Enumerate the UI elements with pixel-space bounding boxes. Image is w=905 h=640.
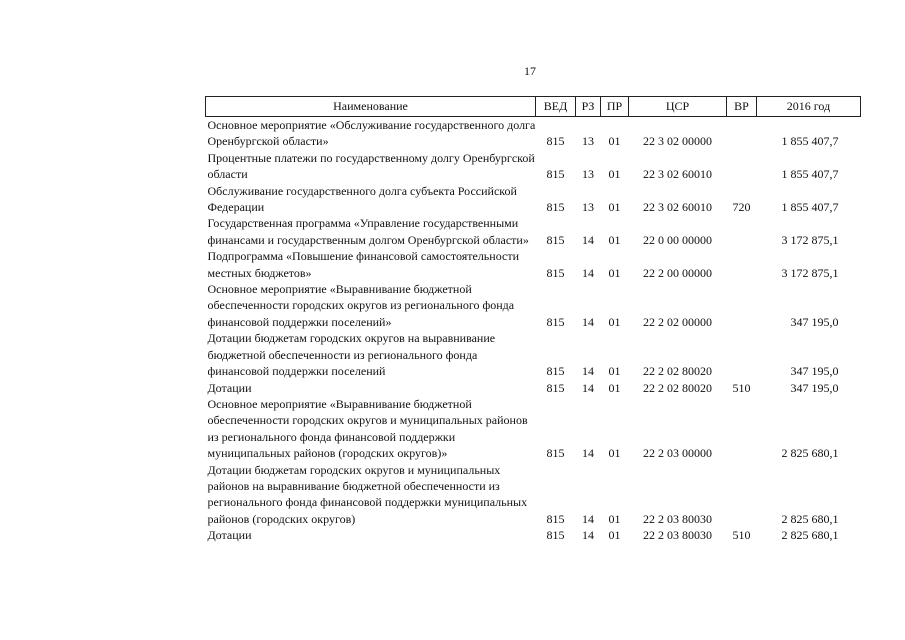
sum-cell: 1 855 407,7 bbox=[781, 134, 839, 149]
page-number: 17 bbox=[524, 64, 536, 78]
csr-cell: 22 2 02 80020 bbox=[643, 380, 712, 395]
pr-cell: 01 bbox=[608, 167, 621, 182]
name-cell: Дотации bbox=[207, 528, 252, 543]
table-header bbox=[206, 97, 861, 117]
rz-cell: 14 bbox=[582, 232, 594, 247]
name-cell: Процентные платежи по государственному долгу Оренбургской области bbox=[207, 150, 535, 182]
csr-cell: 22 2 03 80030 bbox=[643, 528, 712, 543]
rz-cell: 14 bbox=[582, 511, 594, 526]
vr-cell: 510 bbox=[732, 528, 751, 543]
sum-cell: 347 195,0 bbox=[790, 364, 839, 379]
ved-cell: 815 bbox=[546, 200, 565, 215]
table-row bbox=[206, 248, 861, 281]
ved-cell: 815 bbox=[546, 265, 565, 280]
sum-cell: 3 172 875,1 bbox=[781, 265, 839, 280]
name-cell: Дотации бюджетам городских округов и муниципальных районов на выравнивание бюджетной обеспеченности из регионального фонда финансовой поддержки муниципальных районов (городских округов) bbox=[207, 462, 528, 526]
name-cell: Обслуживание государственного долга субъекта Российской Федерации bbox=[207, 183, 517, 215]
header-year: 2016 год bbox=[757, 97, 861, 117]
table-row bbox=[206, 330, 861, 379]
header-pr: ПР bbox=[601, 97, 629, 117]
table-row bbox=[206, 396, 861, 462]
vr-cell bbox=[727, 215, 757, 248]
header-name: Наименование bbox=[206, 97, 536, 117]
sum-cell: 347 195,0 bbox=[790, 380, 839, 395]
rz-cell: 13 bbox=[582, 134, 594, 149]
sum-cell: 1 855 407,7 bbox=[781, 200, 839, 215]
table-body bbox=[206, 117, 861, 544]
csr-cell: 22 2 02 00000 bbox=[643, 314, 712, 329]
budget-table bbox=[205, 96, 861, 544]
table-row bbox=[206, 117, 861, 150]
pr-cell: 01 bbox=[608, 134, 621, 149]
pr-cell: 01 bbox=[608, 380, 621, 395]
vr-cell bbox=[727, 248, 757, 281]
name-cell: Государственная программа «Управление государственными финансами и государственным долгом Оренбургской области» bbox=[207, 216, 529, 247]
name-cell: Основное мероприятие «Обслуживание государственного долга Оренбургской области» bbox=[207, 118, 536, 149]
rz-cell: 14 bbox=[582, 446, 594, 461]
table-row bbox=[206, 183, 861, 216]
csr-cell: 22 2 00 00000 bbox=[643, 265, 712, 280]
sum-cell: 347 195,0 bbox=[790, 314, 839, 329]
vr-cell bbox=[727, 462, 757, 528]
table-row bbox=[206, 281, 861, 330]
pr-cell: 01 bbox=[608, 528, 621, 543]
rz-cell: 14 bbox=[582, 380, 594, 395]
header-csr: ЦСР bbox=[629, 97, 727, 117]
table-row bbox=[206, 462, 861, 528]
pr-cell: 01 bbox=[608, 265, 621, 280]
csr-cell: 22 0 00 00000 bbox=[643, 232, 712, 247]
sum-cell: 3 172 875,1 bbox=[781, 232, 839, 247]
header-vr: ВР bbox=[727, 97, 757, 117]
name-cell: Основное мероприятие «Выравнивание бюджетной обеспеченности городских округов из регионального фонда финансовой поддержки поселений» bbox=[207, 282, 515, 329]
name-cell: Дотации бюджетам городских округов на выравнивание бюджетной обеспеченности из регионального фонда финансовой поддержки поселений bbox=[207, 331, 496, 379]
rz-cell: 14 bbox=[582, 364, 594, 379]
sum-cell: 2 825 680,1 bbox=[781, 511, 839, 526]
vr-cell bbox=[727, 281, 757, 330]
table-row bbox=[206, 150, 861, 183]
pr-cell: 01 bbox=[608, 232, 621, 247]
csr-cell: 22 2 02 80020 bbox=[643, 364, 712, 379]
name-cell: Основное мероприятие «Выравнивание бюджетной обеспеченности городских округов и муниципальных районов из регионального фонда финансовой поддержки муниципальных районов (городских округов)» bbox=[207, 396, 528, 461]
pr-cell: 01 bbox=[608, 200, 621, 215]
csr-cell: 22 3 02 60010 bbox=[643, 200, 712, 215]
ved-cell: 815 bbox=[546, 364, 565, 379]
ved-cell: 815 bbox=[546, 380, 565, 395]
ved-cell: 815 bbox=[546, 314, 565, 329]
header-rz: РЗ bbox=[576, 97, 601, 117]
table-row bbox=[206, 527, 861, 543]
vr-cell: 720 bbox=[732, 200, 751, 215]
ved-cell: 815 bbox=[546, 528, 565, 543]
table-row bbox=[206, 380, 861, 396]
header-ved: ВЕД bbox=[536, 97, 576, 117]
sum-cell: 2 825 680,1 bbox=[781, 528, 839, 543]
vr-cell bbox=[727, 117, 757, 150]
csr-cell: 22 3 02 60010 bbox=[643, 167, 712, 182]
rz-cell: 13 bbox=[582, 167, 594, 182]
rz-cell: 13 bbox=[582, 200, 594, 215]
csr-cell: 22 2 03 80030 bbox=[643, 511, 712, 526]
vr-cell: 510 bbox=[732, 380, 751, 395]
ved-cell: 815 bbox=[546, 511, 565, 526]
name-cell: Подпрограмма «Повышение финансовой самостоятельности местных бюджетов» bbox=[207, 249, 519, 280]
table-row bbox=[206, 215, 861, 248]
pr-cell: 01 bbox=[608, 364, 621, 379]
ved-cell: 815 bbox=[546, 167, 565, 182]
ved-cell: 815 bbox=[546, 232, 565, 247]
ved-cell: 815 bbox=[546, 134, 565, 149]
vr-cell bbox=[727, 396, 757, 462]
pr-cell: 01 bbox=[608, 314, 621, 329]
vr-cell bbox=[727, 150, 757, 183]
sum-cell: 1 855 407,7 bbox=[781, 167, 839, 182]
ved-cell: 815 bbox=[546, 446, 565, 461]
rz-cell: 14 bbox=[582, 528, 594, 543]
name-cell: Дотации bbox=[207, 380, 252, 395]
rz-cell: 14 bbox=[582, 314, 594, 329]
rz-cell: 14 bbox=[582, 265, 594, 280]
pr-cell: 01 bbox=[608, 446, 621, 461]
sum-cell: 2 825 680,1 bbox=[781, 446, 839, 461]
csr-cell: 22 3 02 00000 bbox=[643, 134, 712, 149]
pr-cell: 01 bbox=[608, 511, 621, 526]
csr-cell: 22 2 03 00000 bbox=[643, 446, 712, 461]
vr-cell bbox=[727, 330, 757, 379]
